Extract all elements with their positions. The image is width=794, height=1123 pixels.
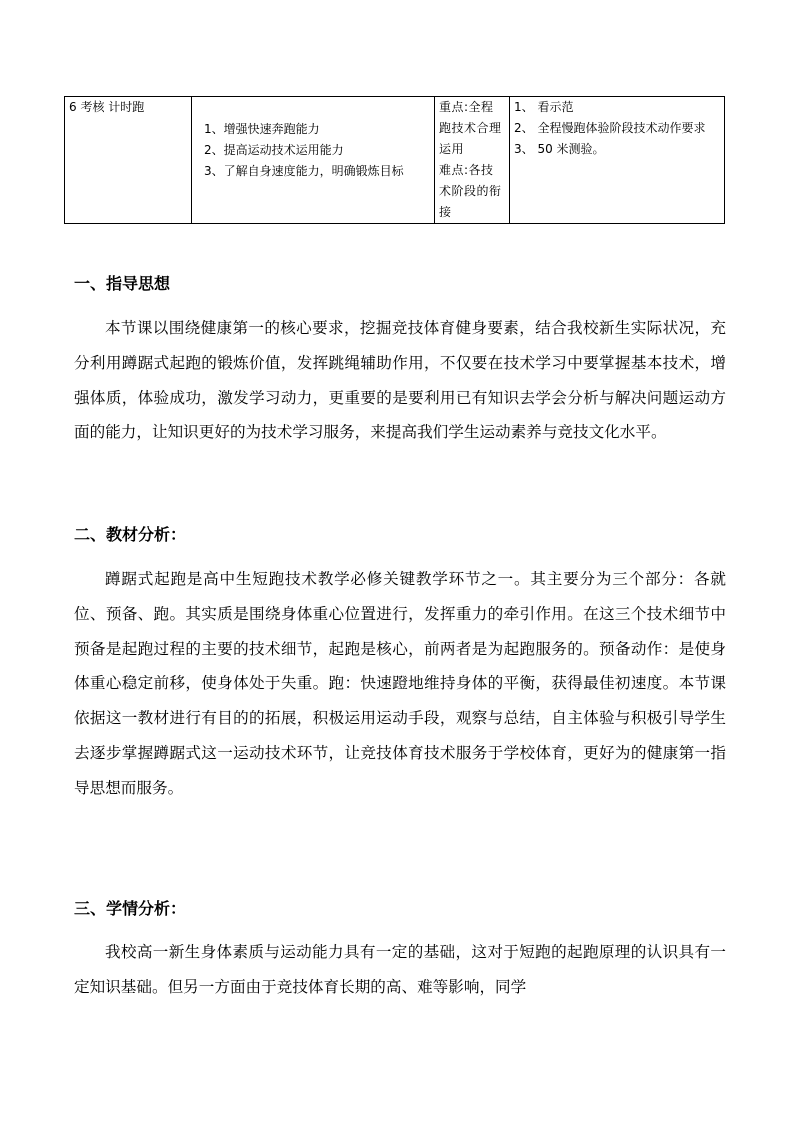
section-paragraph: 我校高一新生身体素质与运动能力具有一定的基础，这对于短跑的起跑原理的认识具有一定知识基础。但另一方面由于竞技体育长期的高、难等影响，同学 bbox=[74, 943, 726, 996]
key-point: 重点:全程跑技术合理运用 bbox=[439, 100, 502, 156]
goal-item: 2、提高运动技术运用能力 bbox=[204, 143, 344, 157]
goal-item: 3、了解自身速度能力，明确锻炼目标 bbox=[204, 164, 404, 178]
table-cell-keypoints bbox=[435, 97, 510, 224]
table-cell-methods bbox=[510, 97, 725, 224]
section-paragraph: 本节课以围绕健康第一的核心要求，挖掘竞技体育健身要素，结合我校新生实际状况，充分利用蹲踞式起跑的锻炼价值，发挥跳绳辅助作用，不仅要在技术学习中要掌握基本技术，增强体质，体验成功，激发学习动力，更重要的是要利用已有知识去学会分析与解决问题运动方面的能力，让知识更好的为技术学习服务，来提高我们学生运动素养与竞技文化水平。 bbox=[74, 319, 726, 442]
section-heading: 二、教材分析： bbox=[74, 525, 187, 544]
section-heading: 三、学情分析： bbox=[74, 899, 187, 918]
method-item: 3、 50 米测验。 bbox=[514, 142, 605, 156]
section-heading: 一、指导思想 bbox=[74, 274, 171, 293]
table-cell-task bbox=[65, 97, 192, 224]
task-title: 6 考核 计时跑 bbox=[69, 100, 145, 114]
lesson-table bbox=[64, 96, 725, 224]
table-row bbox=[65, 97, 725, 224]
goal-item: 1、增强快速奔跑能力 bbox=[204, 122, 320, 136]
method-item: 1、 看示范 bbox=[514, 100, 574, 114]
method-item: 2、 全程慢跑体验阶段技术动作要求 bbox=[514, 121, 706, 135]
difficult-point: 难点:各技术阶段的衔接 bbox=[439, 163, 502, 219]
table-cell-goals bbox=[192, 97, 435, 224]
section-paragraph: 蹲踞式起跑是高中生短跑技术教学必修关键教学环节之一。其主要分为三个部分：各就位、预备、跑。其实质是围绕身体重心位置进行，发挥重力的牵引作用。在这三个技术细节中预备是起跑过程的主要的技术细节，起跑是核心，前两者是为起跑服务的。预备动作：是使身体重心稳定前移，使身体处于失重。跑：快速蹬地维持身体的平衡，获得最佳初速度。本节课依据这一教材进行有目的的拓展，积极运用运动手段，观察与总结，自主体验与积极引导学生去逐步掌握蹲踞式这一运动技术环节，让竞技体育技术服务于学校体育，更好为的健康第一指导思想而服务。 bbox=[74, 570, 726, 797]
